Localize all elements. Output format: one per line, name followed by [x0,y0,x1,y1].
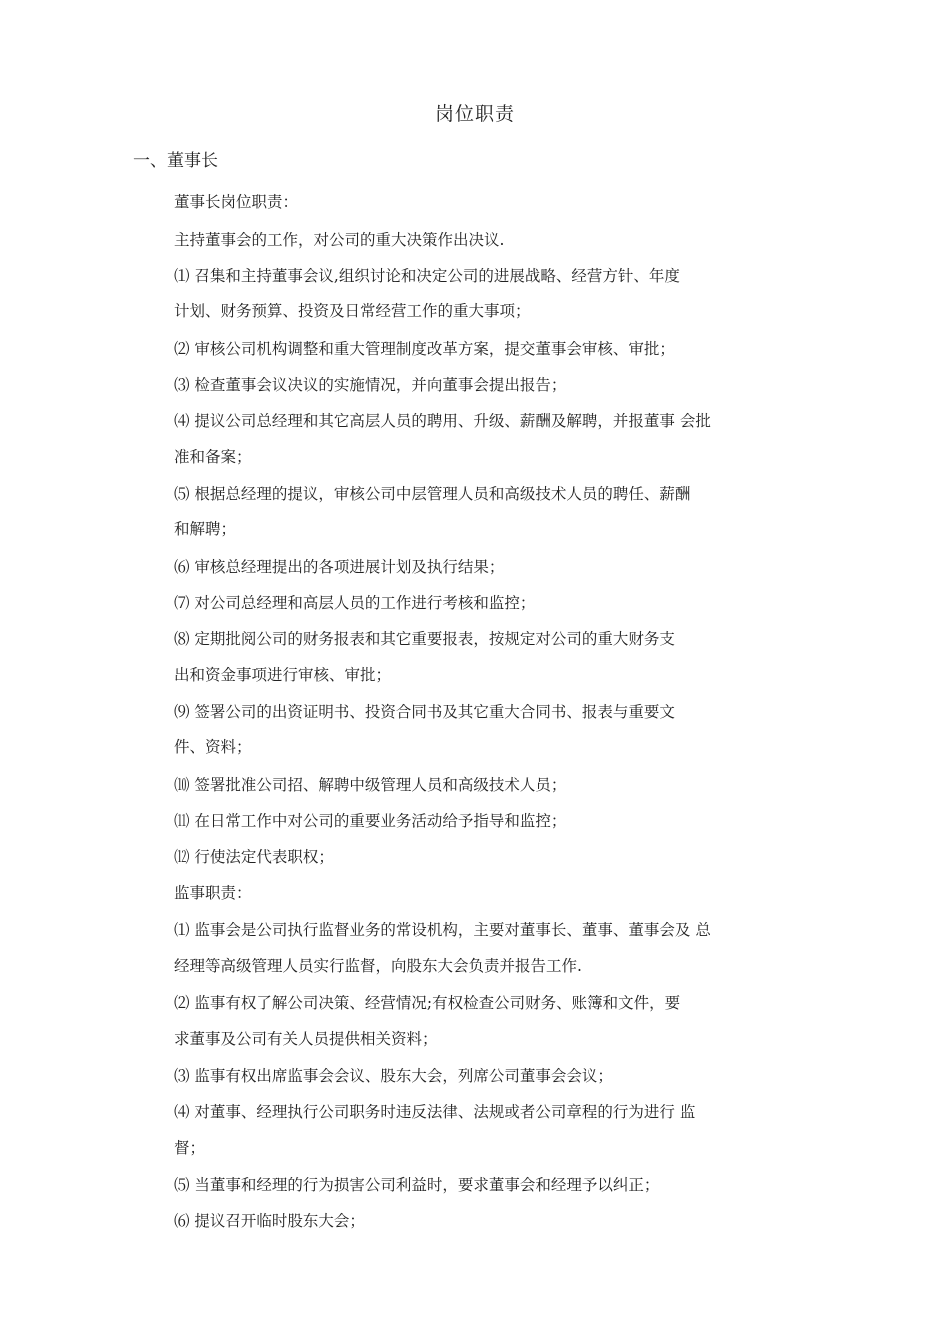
list-item-line: ⑹ 提议召开临时股东大会； [174,1212,365,1230]
list-item-line: ⑵ 审核公司机构调整和重大管理制度改革方案，提交董事会审核、审批； [174,340,675,358]
list-item-line: ⑶ 监事有权出席监事会会议、股东大会，列席公司董事会会议； [174,1067,613,1085]
list-item-line: ⑽ 签署批准公司招、解聘中级管理人员和高级技术人员； [174,776,567,794]
list-item-line: ⑴ 召集和主持董事会议,组织讨论和决定公司的进展战略、经营方针、年度 [174,267,680,285]
list-item-line: 督； [174,1139,206,1157]
list-item-line: 出和资金事项进行审核、审批； [174,666,392,684]
list-item-line: 求董事及公司有关人员提供相关资料； [174,1030,438,1048]
list-item-line: ⑸ 当董事和经理的行为损害公司利益时，要求董事会和经理予以纠正； [174,1176,660,1194]
list-item-line: 件、资料； [174,738,252,756]
list-item-line: ⑷ 对董事、经理执行公司职务时违反法律、法规或者公司章程的行为进行 监 [174,1103,696,1121]
list-item-line: ⑹ 审核总经理提出的各项进展计划及执行结果； [174,558,505,576]
list-item-line: ⑺ 对公司总经理和高层人员的工作进行考核和监控； [174,594,536,612]
page-title: 岗位职责 [434,103,515,125]
list-item-line: 经理等高级管理人员实行监督，向股东大会负责并报告工作. [174,957,582,975]
list-item-line: ⑶ 检查董事会议决议的实施情况，并向董事会提出报告； [174,376,567,394]
paragraph-line: 主持董事会的工作，对公司的重大决策作出决议. [174,231,505,249]
paragraph-line: 监事职责： [174,884,252,902]
list-item-line: ⑴ 监事会是公司执行监督业务的常设机构，主要对董事长、董事、董事会及 总 [174,921,711,939]
list-item-line: ⑷ 提议公司总经理和其它高层人员的聘用、升级、薪酬及解聘，并报董事 会批 [174,412,711,430]
section-heading-chairman: 一、董事长 [133,151,218,171]
list-item-line: ⑼ 签署公司的出资证明书、投资合同书及其它重大合同书、报表与重要文 [174,703,675,721]
list-item-line: ⑻ 定期批阅公司的财务报表和其它重要报表，按规定对公司的重大财务支 [174,630,675,648]
list-item-line: 准和备案； [174,448,252,466]
list-item-line: ⑾ 在日常工作中对公司的重要业务活动给予指导和监控； [174,812,567,830]
list-item-line: ⑿ 行使法定代表职权； [174,848,334,866]
list-item-line: 计划、财务预算、投资及日常经营工作的重大事项； [174,302,531,320]
list-item-line: 和解聘； [174,520,237,538]
list-item-line: ⑸ 根据总经理的提议，审核公司中层管理人员和高级技术人员的聘任、薪酬 [174,485,691,503]
list-item-line: ⑵ 监事有权了解公司决策、经营情况;有权检查公司财务、账簿和文件，要 [174,994,681,1012]
paragraph-line: 董事长岗位职责： [174,193,299,211]
